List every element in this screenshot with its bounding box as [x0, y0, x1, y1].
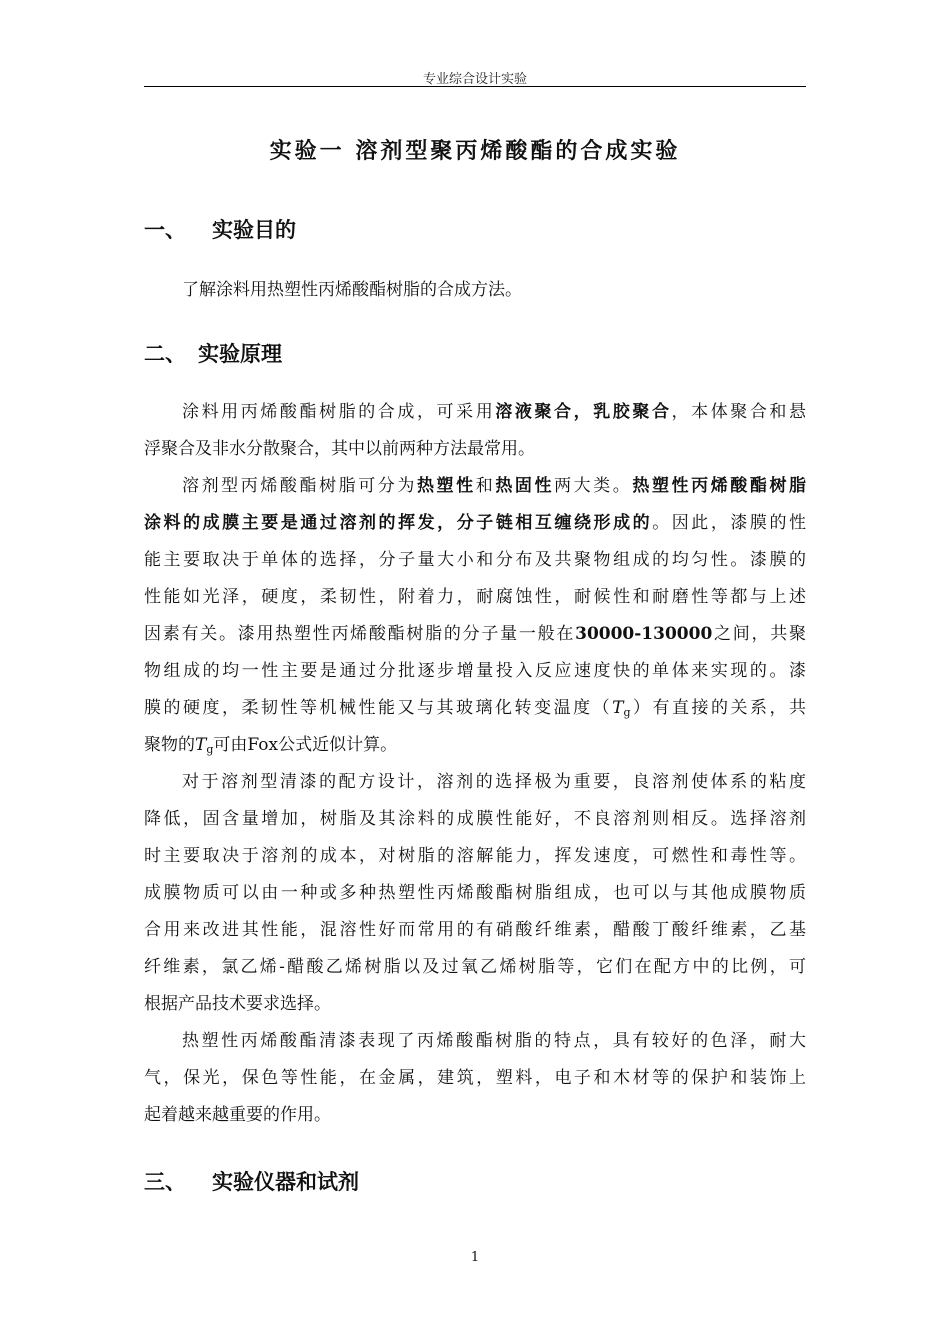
text-line [144, 468, 806, 505]
paragraph-purpose [144, 272, 806, 309]
text-run: 可由Fox公式近似计算。 [213, 735, 398, 755]
paragraph-principle-2 [144, 468, 806, 764]
document-title: 实验一 溶剂型聚丙烯酸酯的合成实验 [269, 138, 681, 164]
text-run: 时主要取决于溶剂的成本，对树脂的溶解能力，挥发速度，可燃性和毒性等。 [144, 846, 806, 866]
section-title: 实验目的 [212, 218, 296, 242]
paragraph-principle-4 [144, 1023, 806, 1134]
section-title: 实验仪器和试剂 [212, 1170, 359, 1194]
text-run: 对于溶剂型清漆的配方设计，溶剂的选择极为重要，良溶剂使体系的粘度 [182, 772, 806, 792]
section-title: 实验原理 [198, 342, 282, 366]
section-number: 二、 [144, 342, 186, 366]
text-run: 膜的硬度，柔韧性等机械性能又与其玻璃化转变温度（ [144, 698, 613, 718]
text-run: 聚物的 [144, 735, 195, 755]
section-heading-equipment [144, 1166, 806, 1194]
subscript-run: g [623, 706, 631, 719]
bold-run: 涂料的成膜主要是通过溶剂的挥发，分子链相互缠绕形成的 [144, 513, 653, 533]
text-run: 浮聚合及非水分散聚合，其中以前两种方法最常用。 [144, 439, 535, 459]
bold-run: 热固性 [495, 476, 555, 496]
paragraph-principle-1 [144, 394, 806, 468]
text-line [144, 505, 806, 542]
text-line [144, 838, 806, 875]
section-number: 三、 [144, 1170, 186, 1194]
text-line [144, 616, 806, 653]
text-line [144, 579, 806, 616]
text-run: 因素有关。漆用热塑性丙烯酸酯树脂的分子量一般在 [144, 624, 576, 644]
bold-run: 30000-130000 [575, 624, 713, 644]
text-line [144, 727, 806, 764]
page-number: 1 [470, 1250, 480, 1265]
text-line [144, 1023, 806, 1060]
text-line [144, 949, 806, 986]
text-run: ）有直接的关系，共 [630, 698, 806, 718]
text-run: 起着越来越重要的作用。 [144, 1105, 331, 1125]
text-run: ，本体聚合和悬 [671, 402, 806, 422]
text-run: 纤维素，氯乙烯-醋酸乙烯树脂以及过氧乙烯树脂等，它们在配方中的比例，可 [144, 957, 806, 977]
text-run: 合用来改进其性能，混溶性好而常用的有硝酸纤维素，醋酸丁酸纤维素，乙基 [144, 920, 806, 940]
text-line [144, 1060, 806, 1097]
bold-run: 热塑性丙烯酸酯树脂 [632, 476, 806, 496]
text-run: 成膜物质可以由一种或多种热塑性丙烯酸酯树脂组成，也可以与其他成膜物质 [144, 883, 806, 903]
text-run: 根据产品技术要求选择。 [144, 994, 331, 1014]
text-line [144, 986, 806, 1023]
subscript-run: g [206, 743, 214, 756]
text-line [144, 272, 806, 309]
symbol-run: T [612, 698, 624, 718]
text-line [144, 801, 806, 838]
text-run: 了解涂料用热塑性丙烯酸酯树脂的合成方法。 [182, 280, 522, 300]
text-run: 降低，固含量增加，树脂及其涂料的成膜性能好，不良溶剂则相反。选择溶剂 [144, 809, 806, 829]
section-number: 一、 [144, 218, 186, 242]
text-line [144, 690, 806, 727]
text-line [144, 875, 806, 912]
bold-run: 热塑性 [416, 476, 476, 496]
text-line [144, 431, 806, 468]
text-line [144, 764, 806, 801]
section-heading-principle [144, 338, 806, 366]
text-run: 之间，共聚 [712, 624, 806, 644]
text-line [144, 1097, 806, 1134]
bold-run: 溶液聚合，乳胶聚合 [495, 402, 672, 422]
text-run: 两大类。 [554, 476, 633, 496]
section-heading-purpose [144, 214, 806, 242]
text-run: 性能如光泽，硬度，柔韧性，附着力，耐腐蚀性，耐候性和耐磨性等都与上述 [144, 587, 806, 607]
text-run: 热塑性丙烯酸酯清漆表现了丙烯酸酯树脂的特点，具有较好的色泽，耐大 [182, 1031, 806, 1051]
text-line [144, 542, 806, 579]
text-run: 和 [475, 476, 496, 496]
text-run: 涂料用丙烯酸酯树脂的合成，可采用 [182, 402, 496, 422]
text-run: 。因此，漆膜的性 [652, 513, 806, 533]
header-rule [144, 86, 806, 87]
symbol-run: T [195, 735, 207, 755]
text-run: 气，保光，保色等性能，在金属，建筑，塑料，电子和木材等的保护和装饰上 [144, 1068, 806, 1088]
text-run: 溶剂型丙烯酸酯树脂可分为 [182, 476, 417, 496]
running-header: 专业综合设计实验 [422, 72, 527, 87]
text-line [144, 653, 806, 690]
paragraph-principle-3 [144, 764, 806, 1023]
text-run: 物组成的均一性主要是通过分批逐步增量投入反应速度快的单体来实现的。漆 [144, 661, 806, 681]
text-line [144, 394, 806, 431]
text-line [144, 912, 806, 949]
text-run: 能主要取决于单体的选择，分子量大小和分布及共聚物组成的均匀性。漆膜的 [144, 550, 806, 570]
